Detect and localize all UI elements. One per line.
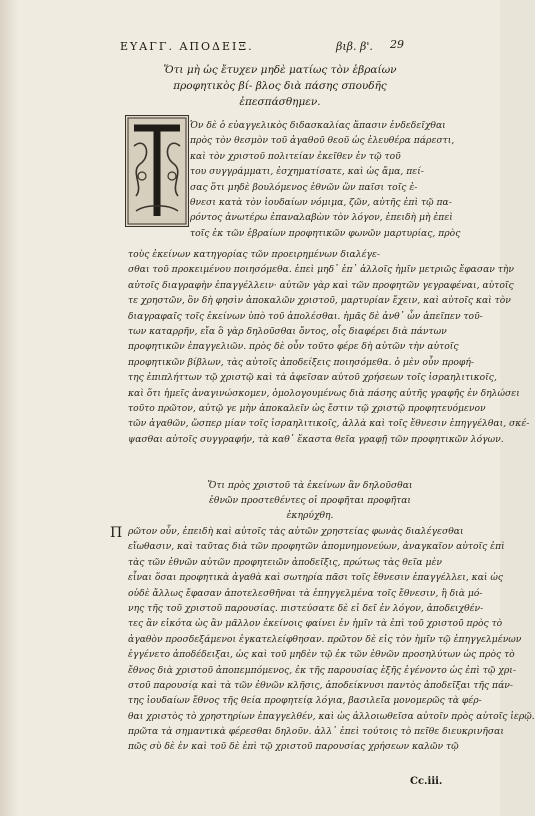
chapter-heading: Ὅτι μὴ ὡς ἔτυχεν μηδὲ ματίως τὸν ἑβραίων προφητικὸς βί‑ βλος διὰ πάσης σπουδῆς ἐπεσπάσθημεν. <box>163 64 397 108</box>
text-line: τῶν ἀγαθῶν, ὥσπερ μίαν τοῖς ἰσραηλιτικοῖς, ἀλλὰ καὶ τοῖς ἔθνεσιν ἐπηγγέλθαι, σκέ‑ <box>128 418 530 430</box>
text-line: θαι χριστὸς τὸ χρηστηρίων ἐπαγγελθέν, καὶ ὡς ἀλλοιωθεῖσα αὐτοῖν πρὸς αὐτοῖς ἱερῷ. <box>128 710 535 722</box>
text-line: ἔθνος διὰ χριστοῦ ἀποπεμπόμενος, ἐκ τῆς παρουσίας ἑξῆς ἐγένοντο ὡς ἐπὶ τῷ χρι‑ <box>128 664 516 676</box>
paragraph-1-continued <box>128 247 530 447</box>
text-line: οὐδὲ ἄλλως ἔφασαν ἀποτελεσθῆναι τὰ ἐπηγγελμένα τοῖς ἔθνεσιν, ἢ διὰ μό‑ <box>128 587 483 599</box>
floral-ornament-icon <box>126 116 188 226</box>
text-line: καὶ τὸν χριστοῦ πολιτείαν ἐκεῖθεν ἐν τῷ τοῦ <box>190 150 401 162</box>
paragraph-2 <box>128 524 535 755</box>
text-line: τοὺς ἐκείνων κατηγορίας τῶν προειρημένων διαλέγε‑ <box>128 249 381 260</box>
decorated-initial-T-ornament <box>125 115 189 227</box>
paragraph-1-beside-initial <box>190 118 461 241</box>
text-line: των καταρρῆν, εἴα ὃ γὰρ δηλοῦσθαι ὄντος, οἷς διαφέρει διὰ πάντων <box>128 325 447 337</box>
text-line: σθαι τοῦ προκειμένου ποιησόμεθα. ἐπεὶ μηδ᾽ ἐπ᾽ ἀλλοῖς ἡμῖν μετριῶς ἔφασαν τὴν <box>128 264 514 276</box>
text-line: ἐγγένετο ἀποδέδειξαι, ὡς καὶ τοῦ μηδὲν τῷ ἐκ τῶν ἐθνῶν προσηλύτων ὡς πρὸς τὸ <box>128 649 515 661</box>
text-line: πρῶτα τὰ σημαντικὰ φέρεσθαι δηλοῦν. ἀλλ᾽ ἐπεὶ τούτοις τὸ πεῖθε διευκρινῆσαι <box>128 726 504 738</box>
initial-letter-pi: Π <box>110 525 123 541</box>
page-number: 29 <box>390 38 404 51</box>
text-line: της ἰουδαίων ἔθνος τῆς θεία προφητείᾳ λόγια, βασιλεῖα μονομερῶς τὰ φέρ‑ <box>128 695 482 707</box>
text-line: νης τῆς τοῦ χριστοῦ παρουσίας. πιστεύσατε δὲ εἰ δεῖ ἐν λόγον, ἀποδειχθέν‑ <box>128 602 484 614</box>
text-line: προφητικῶν βίβλων, τὰς αὐτοῖς ἀποδείξεις ποιησόμεθα. ὁ μὲν οὖν προφή‑ <box>128 356 474 368</box>
text-line: της ἐπιπλήττων τῷ χριστῷ καὶ τὰ ἀφεῖσαν αὐτοῦ χρήσεων τοῖς ἰσραηλιτικοῖς, <box>128 372 497 384</box>
printer-signature: Cc.iii. <box>410 776 443 787</box>
text-line: πρὸς τὸν θεσμὸν τοῦ ἀγαθοῦ θεοῦ ὡς ἐλευθέρα πάρεστι, <box>190 135 455 147</box>
book-signature-mark: βιβ. β'. <box>336 40 373 53</box>
text-line: εἶναι ὅσαι προφητικὰ ἀγαθὰ καὶ σωτηρία πᾶσι τοῖς ἔθνεσιν ἐπαγγέλλει, καὶ ὡς <box>128 572 504 584</box>
text-line: ρῶτον οὖν, ἐπειδὴ καὶ αὐτοῖς τὰς αὐτῶν χρηστείας φωνὰς διαλέγεσθαι <box>128 526 464 537</box>
text-line: Ὁν δὲ ὁ εὐαγγελικὸς διδασκαλίας ἅπασιν ἐνδεδεῖχθαι <box>190 120 446 131</box>
text-line: ἀγαθὸν προσδεξάμενοι ἐγκατελείφθησαν. πρῶτον δὲ εἰς τὸν ἡμῖν τῷ ἐπηγγελμένων <box>128 633 522 645</box>
text-line: θνεσι κατὰ τὸν ἰουδαίων νόμιμα, ζῶν, αὐτῆς ἐπὶ τῷ πα‑ <box>190 196 452 208</box>
text-line: εἴωθασιν, καὶ ταῦτας διὰ τῶν προφητῶν ἀπομνημονεύων, ἀναγκαῖον αὐτοῖς ἐπὶ <box>128 541 505 553</box>
running-title: ΕΥΑΓΓ. ΑΠΟΔΕΙΞ. <box>120 40 254 53</box>
text-line: τοῖς ἐκ τῶν ἑβραίων προφητικῶν φωνῶν μαρτυρίας, πρὸς <box>190 227 461 239</box>
text-line: ρόντος ἀνωτέρω ἐπαναλαβὼν τὸν λόγον, ἐπειδὴ μὴ ἐπεὶ <box>190 212 453 224</box>
text-line: τοῦτο πρῶτον, αὐτῷ γε μὴν ἀποκαλεῖν ὡς ἔστιν τῷ χριστῷ προφητευόμενον <box>128 402 486 414</box>
text-line: τὰς τῶν ἐθνῶν αὐτῶν προφητειῶν ἀποδεῖξις, πρώτως τὰς θεῖα μὲν <box>128 556 442 568</box>
text-line: διαγραφαῖς τοῖς ἐκείνων ὑπὸ τοῦ ἀπολέσθαι. ἡμᾶς δὲ ἀνθ᾽ ὧν ἀπεῖπεν τοῦ‑ <box>128 310 483 322</box>
text-line: αὐτοῖς διαγραφὴν ἐπαγγέλλειν· αὐτῶν γὰρ καὶ τῶν προφητῶν γεγραφέναι, αὐτοῖς <box>128 279 514 291</box>
text-line: πῶς σὺ δὲ ἐν καὶ τοῦ δὲ ἐπὶ τῷ χριστοῦ παρουσίας χρήσεων καλῶν τῷ <box>128 741 459 753</box>
text-line: τε χρηστῶν, ὃν δὴ φησὶν ἀποκαλῶν χριστοῦ, μαρτυρίαν ἔχειν, καὶ αὐτοῖς καὶ τὸν <box>128 295 511 307</box>
section-heading: Ὅτι πρὸς χριστοῦ τὰ ἐκείνων ἂν δηλοῦσθαι ἐθνῶν προστεθέντες οἱ προφῆται προφῆται ἐκηρύχθη. <box>207 480 413 521</box>
text-line: προφητικῶν ἐπαγγελιῶν. πρὸς δὲ οὖν τοῦτο φέρε δὴ αὐτῶν τὴν αὐτοῖς <box>128 341 459 353</box>
text-line: στοῦ παρουσίᾳ καὶ τὰ τῶν ἐθνῶν κλῆσις, ἀποδείκνυσι παντὸς ἀποδεῖξαι τῆς πάν‑ <box>128 679 513 691</box>
text-line: σας ὅτι μηδὲ βουλόμενος ἐθνῶν ὢν παῖσι τοῖς ἐ‑ <box>190 181 418 193</box>
text-line: του συγγράμματι, ἐσχηματίσατε, καὶ ὡς ἄμα, πεί‑ <box>190 166 424 178</box>
page-gutter-shadow <box>0 0 18 816</box>
text-line: καὶ ὅτι ἡμεῖς ἀναγινώσκομεν, ὁμολογουμένως διὰ πάσης αὐτῆς γραφῆς ἐν δηλώσει <box>128 387 520 399</box>
text-line: ψασθαι αὐτοῖς συγγραφήν, τὰ καθ᾽ ἕκαστα θεῖα γραφῇ τῶν προφητικῶν λόγων. <box>128 433 504 445</box>
text-line: τες ἂν εἰκότα ὡς ἂν μᾶλλον ἐκείνοις φαίνει ἐν ἡμῖν τὰ ἐπὶ τοῦ χριστοῦ πρὸς τὸ <box>128 618 503 630</box>
